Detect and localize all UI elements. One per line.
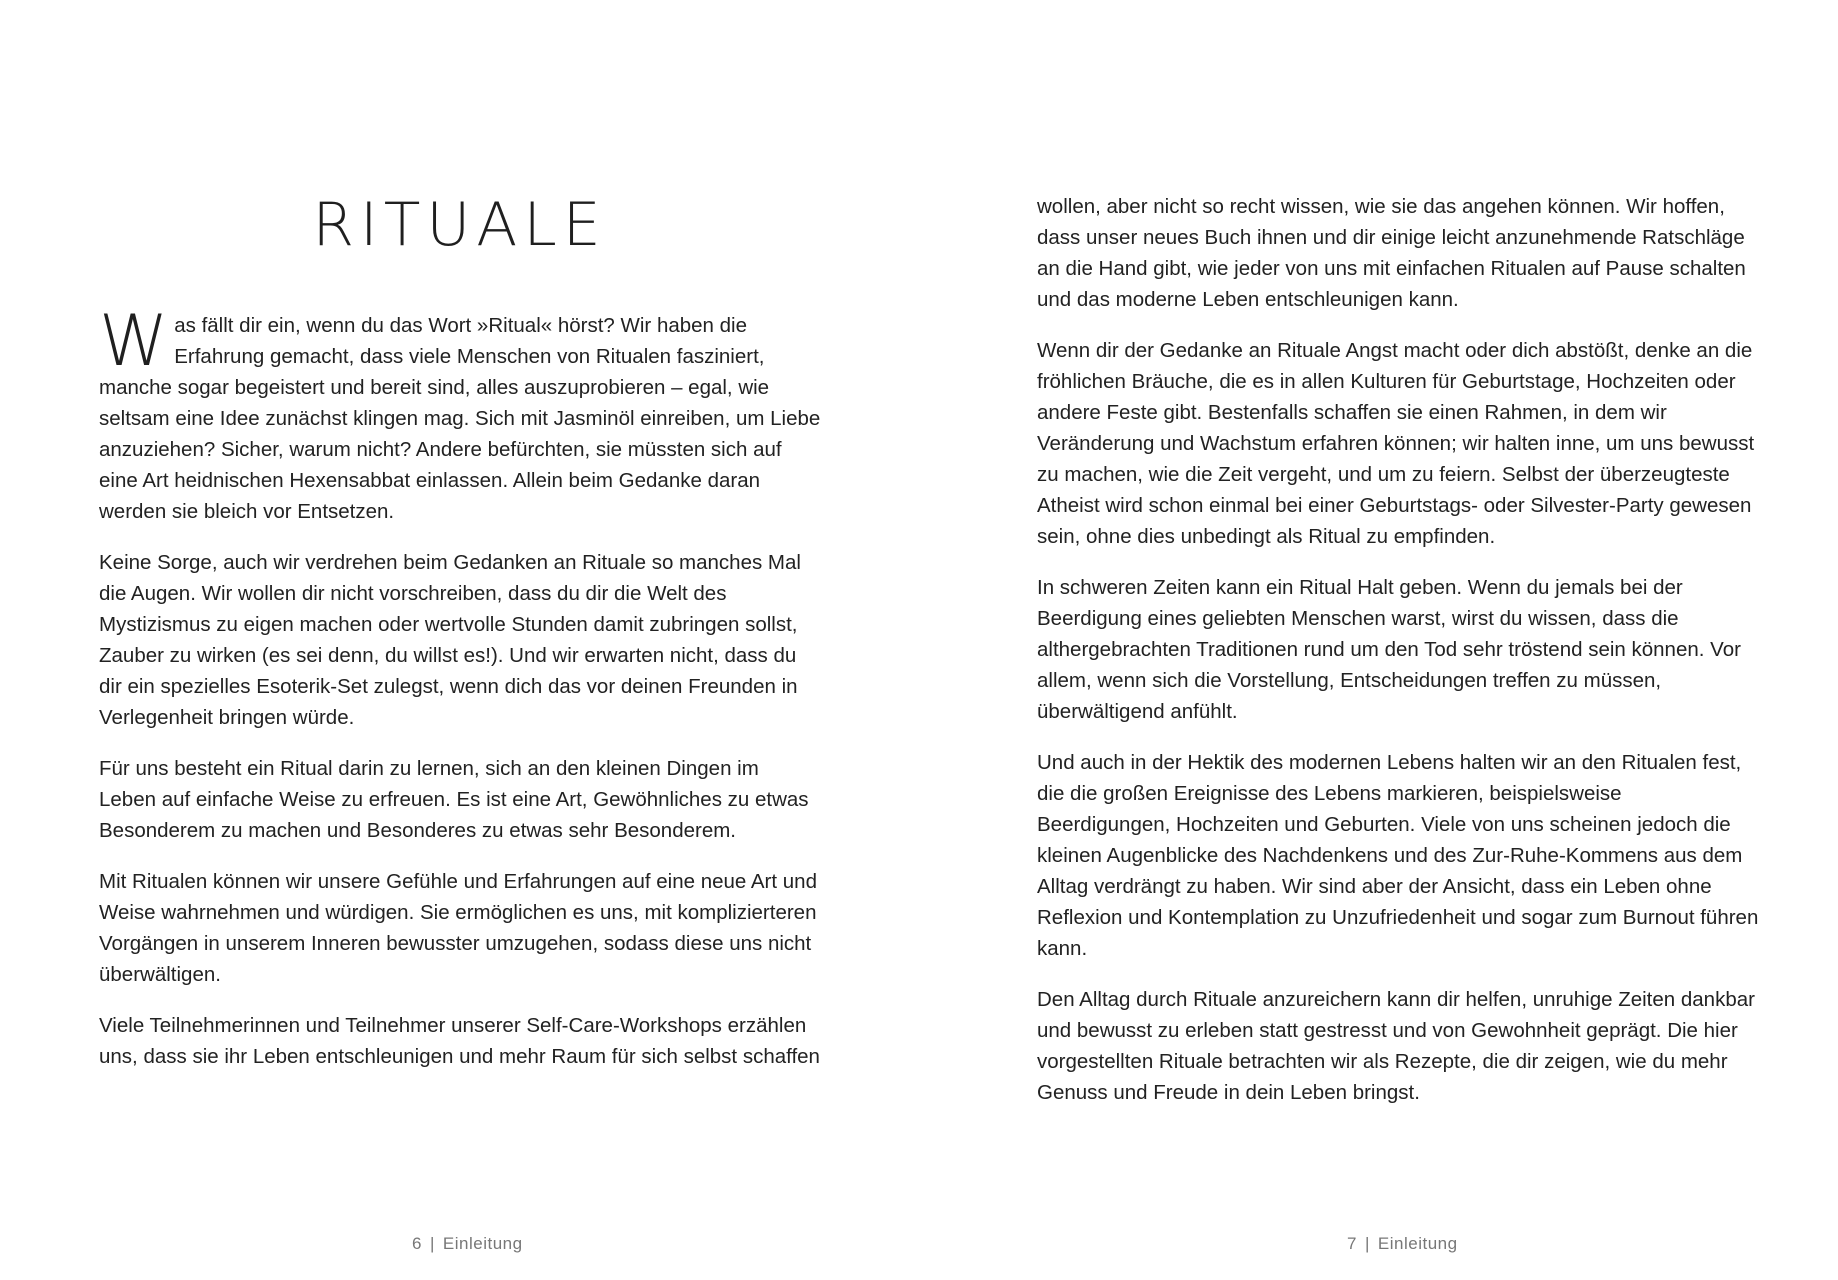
drop-cap-initial: W bbox=[99, 300, 169, 382]
paragraph: Für uns besteht ein Ritual darin zu lernen, sich an den kleinen Dingen im Leben auf einfache Weise zu erfreuen. Es ist eine Art, Gewöhnliches zu etwas Besonderem zu machen und Besonderes zu etwas sehr Besonderem. bbox=[99, 757, 809, 842]
paragraph: Den Alltag durch Rituale anzureichern kann dir helfen, unruhige Zeiten dankbar und bewusst zu erleben statt gestresst und von Gewohnheit geprägt. Die hier vorgestellten Rituale betrachten wir als Rezepte, die dir zeigen, wie du mehr Genuss und Freude in dein Leben bringst. bbox=[1037, 988, 1755, 1104]
paragraph: Keine Sorge, auch wir verdrehen beim Gedanken an Rituale so manches Mal die Augen. Wir wollen dir nicht vorschreiben, dass du dir die Welt des Mystizismus zu eigen machen oder wertvolle Stunden damit zubringen sollst, Zauber zu wirken (es sei denn, du willst es!). Und wir erwarten nicht, dass du dir ein spezielles Esoterik-Set zulegst, wenn dich das vor deinen Freunden in Verlegenheit bringen würde. bbox=[99, 551, 801, 729]
paragraph: Und auch in der Hektik des modernen Lebens halten wir an den Ritualen fest, die die großen Ereignisse des Lebens markieren, beispielsweise Beerdigungen, Hochzeiten und Geburten. Viele von uns scheinen jedoch die kleinen Augenblicke des Nachdenkens und des Zur-Ruhe-Kommens aus dem Alltag verdrängt zu haben. Wir sind aber der Ansicht, dass ein Leben ohne Reflexion und Kontemplation zu Unzufriedenheit und sogar zum Burnout führen kann. bbox=[1037, 751, 1759, 960]
section-name: Einleitung bbox=[442, 1234, 523, 1253]
page-number: 7 bbox=[1347, 1234, 1357, 1253]
footer-separator: | bbox=[1364, 1234, 1370, 1253]
right-text-column bbox=[1037, 191, 1759, 1128]
left-text-column bbox=[99, 300, 821, 1092]
paragraph: Mit Ritualen können wir unsere Gefühle und Erfahrungen auf eine neue Art und Weise wahrnehmen und würdigen. Sie ermöglichen es uns, mit komplizierteren Vorgängen in unserem Inneren bewusster umzugehen, sodass diese uns nicht überwältigen. bbox=[99, 870, 817, 986]
paragraph: In schweren Zeiten kann ein Ritual Halt geben. Wenn du jemals bei der Beerdigung eines geliebten Menschen warst, wirst du wissen, dass die althergebrachten Traditionen rund um den Tod sehr tröstend sein können. Vor allem, wenn sich die Vorstellung, Entscheidungen treffen zu müssen, überwältigend anfühlt. bbox=[1037, 576, 1741, 723]
section-name: Einleitung bbox=[1377, 1234, 1458, 1253]
page-footer bbox=[412, 1234, 523, 1254]
page-number: 6 bbox=[412, 1234, 422, 1253]
paragraph: wollen, aber nicht so recht wissen, wie sie das angehen können. Wir hoffen, dass unser neues Buch ihnen und dir einige leicht anzunehmende Ratschläge an die Hand gibt, wie jeder von uns mit einfachen Ritualen auf Pause schalten und das moderne Leben entschleunigen kann. bbox=[1037, 195, 1746, 311]
right-page bbox=[919, 0, 1838, 1280]
paragraph-text: as fällt dir ein, wenn du das Wort »Ritual« hörst? Wir haben die Erfahrung gemacht, dass viele Menschen von Ritualen fasziniert, manche sogar begeistert und bereit sind, alles auszuprobieren – egal, wie seltsam eine Idee zunächst klingen mag. Sich mit Jasminöl einreiben, um Liebe anzuziehen? Sicher, warum nicht? Andere befürchten, sie müssten sich auf eine Art heidnischen Hexensabbat einlassen. Allein beim Gedanke daran werden sie bleich vor Entsetzen. bbox=[99, 314, 821, 523]
paragraph: Wenn dir der Gedanke an Rituale Angst macht oder dich abstößt, denke an die fröhlichen Bräuche, die es in allen Kulturen für Geburtstage, Hochzeiten oder andere Feste gibt. Bestenfalls schaffen sie einen Rahmen, in dem wir Veränderung und Wachstum erfahren können; wir halten inne, um uns bewusst zu machen, wie die Zeit vergeht, und um zu feiern. Selbst der überzeugteste Atheist wird schon einmal bei einer Geburtstags- oder Silvester-Party gewesen sein, ohne dies unbedingt als Ritual zu empfinden. bbox=[1037, 339, 1755, 548]
paragraph bbox=[99, 300, 821, 527]
chapter-title: RITUALE bbox=[312, 190, 607, 260]
paragraph: Viele Teilnehmerinnen und Teilnehmer unserer Self-Care-Workshops erzählen uns, dass sie ihr Leben entschleunigen und mehr Raum für sich selbst schaffen bbox=[99, 1014, 820, 1068]
footer-separator: | bbox=[429, 1234, 435, 1253]
page-footer bbox=[1347, 1234, 1458, 1254]
